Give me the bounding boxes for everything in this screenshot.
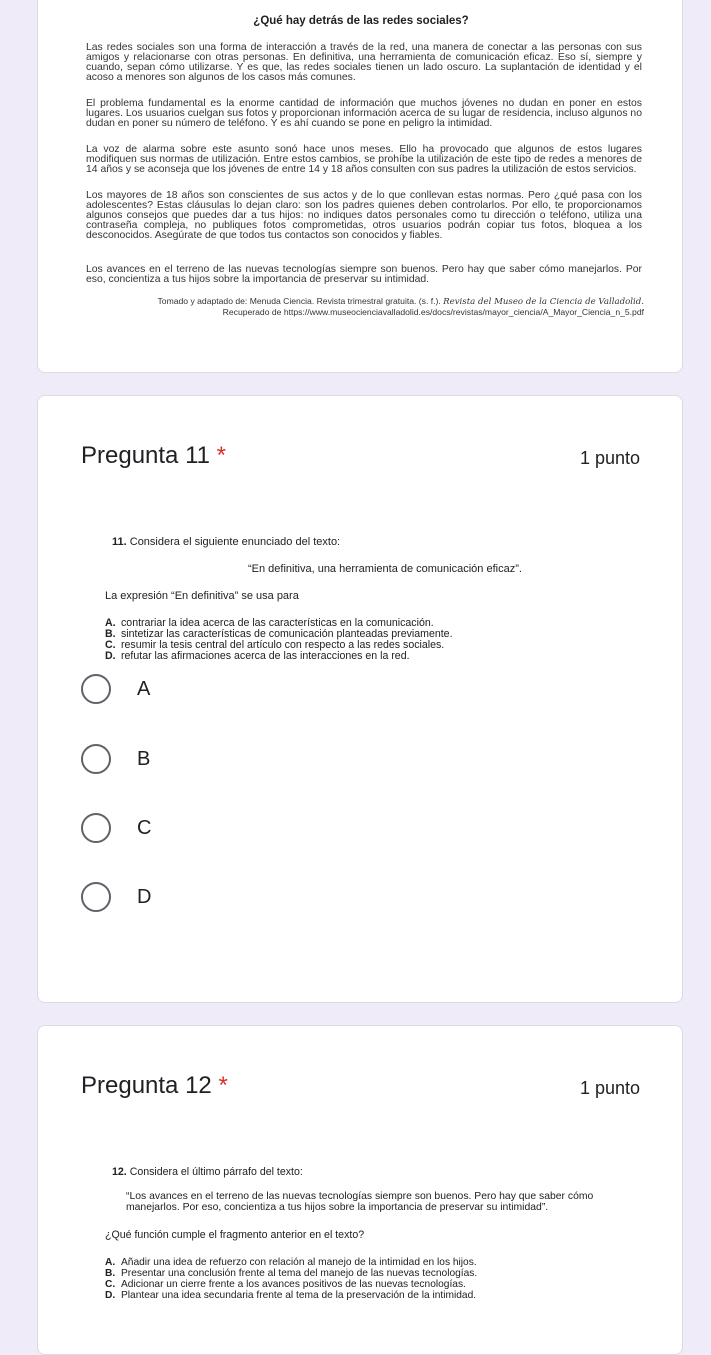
- option-b-text: B. Presentar una conclusión frente al tema del manejo de las nuevas tecnologías.: [105, 1268, 478, 1279]
- choice-d-label: D: [137, 885, 152, 908]
- question-points: 1 punto: [579, 1078, 640, 1098]
- article-card: [37, 0, 683, 373]
- choice-b[interactable]: [81, 742, 150, 776]
- stem-number: 11.: [112, 536, 127, 548]
- option-c-text: C. resumir la tesis central del artículo con respecto a las redes sociales.: [105, 639, 445, 651]
- option-d-text: D. refutar las afirmaciones acerca de las interacciones en la red.: [105, 650, 410, 662]
- option-a-text: A. contrariar la idea acerca de las características en la comunicación.: [105, 617, 434, 629]
- article-title: ¿Qué hay detrás de las redes sociales?: [253, 15, 469, 27]
- question-quote: “Los avances en el terreno de las nuevas tecnologías siempre son buenos. Pero hay que saber cómo manejarlos. Por eso, concientiza a tus hijos sobre la importancia de preservar su intimidad”.: [126, 1191, 594, 1213]
- article-paragraph-1: Las redes sociales son una forma de interacción a través de la red, una manera de conectar a las personas con sus amigos y relacionarse con otras personas. En definitiva, una herramienta de comunicación eficaz. Eso sí, siempre y cuando, sepan cómo utilizarse. Y es que, las redes sociales tienen un lado oscuro. La suplantación de identidad y el acoso a menores son algunos de los casos más comunes.: [86, 42, 642, 83]
- choice-d[interactable]: [81, 880, 151, 914]
- question-stem: [112, 1166, 303, 1178]
- stem-number: 12.: [112, 1166, 127, 1178]
- option-b-text: B. sintetizar las características de comunicación planteadas previamente.: [105, 628, 453, 640]
- question-ask: ¿Qué función cumple el fragmento anterior en el texto?: [105, 1229, 365, 1241]
- option-a-text: A. Añadir una idea de refuerzo con relación al manejo de la intimidad en los hijos.: [105, 1257, 477, 1268]
- radio-button-b[interactable]: [81, 744, 111, 774]
- article-paragraph-3: La voz de alarma sobre este asunto sonó hace unos meses. Ello ha provocado que algunos de estos lugares modifiquen sus normas de utilización. Entre estos cambios, se prohíbe la utilización de este tipo de redes a menores de 14 años y se aconseja que los jóvenes de entre 14 y 18 años consulten con sus padres la utilización de estos servicios.: [86, 144, 642, 175]
- question-title-text: Pregunta 12: [81, 1072, 212, 1099]
- question-title-text: Pregunta 11: [81, 442, 210, 469]
- question-title: [81, 1072, 228, 1100]
- question-options: [105, 618, 625, 662]
- question-options: [105, 1257, 625, 1301]
- radio-button-c[interactable]: [81, 813, 111, 843]
- article-paragraph-4: Los mayores de 18 años son conscientes de sus actos y de lo que conllevan estas normas. Pero ¿qué pasa con los adolescentes? Estas cláusulas lo dejan claro: son los padres quienes deben controlarlos. Por ello, te proporcionamos algunos consejos que puedes dar a tus hijos: no indiques datos personales como tu dirección o teléfono, utiliza una contraseña compleja, no publiques fotos comprometidas, otros usuarios podrán copiar tus fotos, bloquea a los desconocidos. Asegúrate de que todos tus contactos son conocidos y fiables.: [86, 190, 642, 241]
- stem-text: Considera el último párrafo del texto:: [129, 1166, 303, 1178]
- radio-button-a[interactable]: [81, 674, 111, 704]
- required-asterisk: *: [218, 1072, 228, 1099]
- source-prefix: Tomado y adaptado de: Menuda Ciencia. Revista trimestral gratuita. (s. f.).: [157, 296, 444, 306]
- choice-c[interactable]: [81, 811, 151, 845]
- option-c-text: C. Adicionar un cierre frente a los avances positivos de las nuevas tecnologías.: [105, 1279, 466, 1290]
- question-stem: [112, 536, 340, 548]
- choice-a-label: A: [137, 677, 151, 700]
- choice-b-label: B: [137, 747, 151, 770]
- article-source: [86, 296, 644, 317]
- question-quote: “En definitiva, una herramienta de comunicación eficaz”.: [248, 563, 522, 575]
- source-journal: Revista del Museo de la Ciencia de Valladolid.: [443, 297, 644, 307]
- question-title: [81, 442, 226, 470]
- article-paragraph-5: Los avances en el terreno de las nuevas tecnologías siempre son buenos. Pero hay que saber cómo manejarlos. Por eso, concientiza a tus hijos sobre la importancia de preservar su intimidad.: [86, 264, 642, 285]
- question-11-card: [37, 395, 683, 1003]
- radio-button-d[interactable]: [81, 882, 111, 912]
- choice-c-label: C: [137, 816, 152, 839]
- question-12-card: [37, 1025, 683, 1355]
- option-d-text: D. Plantear una idea secundaria frente al tema de la preservación de la intimidad.: [105, 1290, 477, 1301]
- question-points: 1 punto: [579, 448, 640, 468]
- article-paragraph-2: El problema fundamental es la enorme cantidad de información que muchos jóvenes no dudan en poner en estos lugares. Los usuarios cuelgan sus fotos y proporcionan información acerca de su lugar de residencia, incluso algunos no dudan en poner su número de teléfono. Y es ahí cuando se pone en peligro la intimidad.: [86, 98, 642, 129]
- stem-text: Considera el siguiente enunciado del texto:: [129, 536, 341, 548]
- source-url[interactable]: Recuperado de https://www.museocienciavalladolid.es/docs/revistas/mayor_ciencia/A_Mayor_Ciencia_n_5.pdf: [222, 307, 644, 317]
- question-ask: La expresión “En definitiva” se usa para: [105, 590, 299, 602]
- required-asterisk: *: [216, 442, 227, 469]
- choice-a[interactable]: [81, 672, 150, 706]
